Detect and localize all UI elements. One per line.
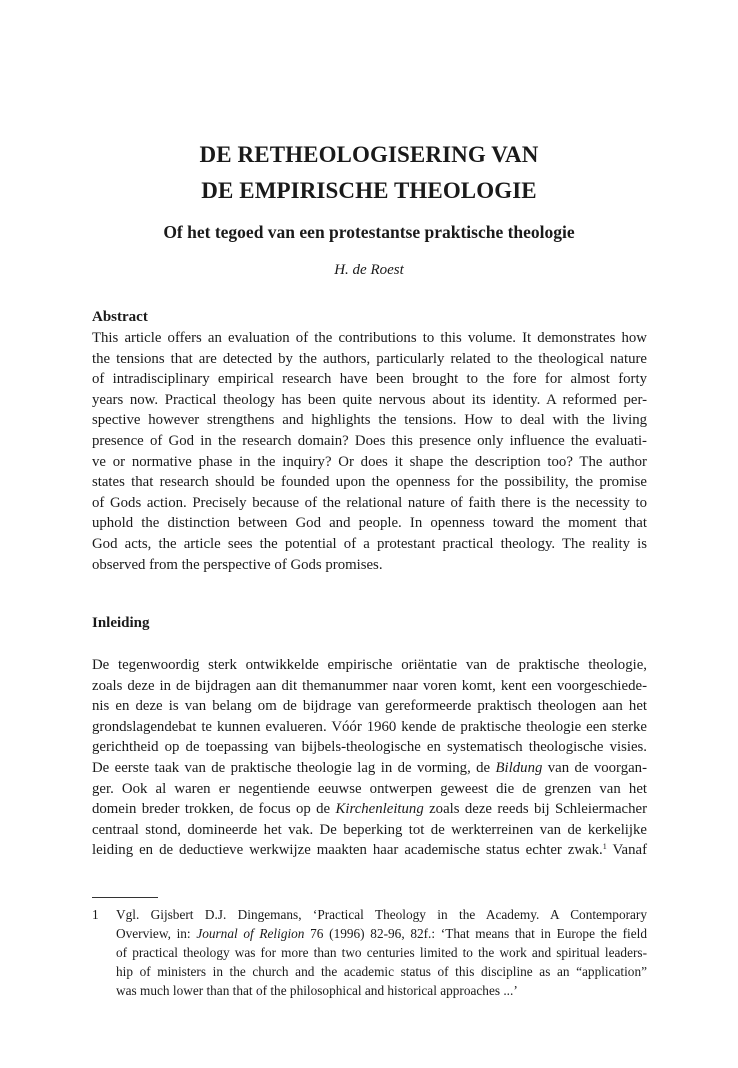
body-line: gerichtheid op de toepassing van bijbels-theologische en systematisch theologische visies.: [92, 739, 647, 756]
footnote-divider: [92, 897, 158, 898]
abstract-section: [92, 307, 647, 575]
footnote-number: 1: [92, 907, 99, 922]
footnote-text-run: 76 (1996) 82-96, 82f.: ‘That means that in Europe the field: [304, 926, 647, 941]
abstract-line: years now. Practical theology has been quite nervous about its identity. A reformed per-: [92, 391, 647, 408]
footnote-line: was much lower than that of the philosophical and historical approaches ...’: [116, 983, 518, 998]
abstract-line: states that research should be founded upon the openness for the possibility, the promise: [92, 474, 647, 491]
abstract-line: This article offers an evaluation of the contributions to this volume. It demonstrates how: [92, 330, 647, 346]
body-line: [92, 840, 647, 861]
abstract-line: observed from the perspective of Gods promises.: [92, 556, 383, 573]
body-line: grondslagendebat te kunnen evalueren. Vóór 1960 kende de praktische theologie een sterke: [92, 718, 647, 735]
abstract-line: of Gods action. Precisely because of the relational nature of faith there is the necessity to: [92, 494, 647, 511]
footnote-1: [92, 905, 647, 1000]
footnote-text-run: Overview, in:: [116, 926, 197, 941]
title-block: [0, 137, 738, 280]
article-subtitle: Of het tegoed van een protestantse praktische theologie: [163, 222, 575, 242]
journal-title: Journal of Religion: [196, 926, 305, 941]
body-text-run: zoals deze reeds bij Schleiermacher: [423, 801, 647, 818]
body-line: De tegenwoordig sterk ontwikkelde empirische oriëntatie van de praktische theologie,: [92, 657, 647, 673]
abstract-line: the tensions that are detected by the authors, particularly related to the theological nature: [92, 350, 647, 367]
section-heading-inleiding: Inleiding: [92, 615, 150, 631]
article-title-line-2: DE EMPIRISCHE THEOLOGIE: [201, 178, 537, 203]
body-text-run: Vanaf: [606, 842, 647, 859]
abstract-line: uphold the distinction between God and people. In openness toward the moment that: [92, 515, 647, 532]
footnote-line: [116, 924, 647, 943]
italic-term-bildung: Bildung: [495, 759, 543, 776]
body-text-run: De eerste taak van de praktische theologie lag in de vorming, de: [92, 759, 496, 776]
body-line: zoals deze in de bijdragen aan dit themanummer naar voren komt, kent een voorgeschiede-: [92, 677, 647, 694]
body-text-run: van de voorgan-: [542, 759, 647, 776]
footnote-line: of practical theology was for more than two centuries limited to the work and spiritual leaders-: [116, 945, 647, 960]
body-line: [92, 799, 647, 820]
abstract-line: God acts, the article sees the potential of a protestant practical theology. The reality is: [92, 535, 647, 552]
abstract-line: spective however strengthens and highlights the tensions. How to deal with the living: [92, 412, 647, 429]
body-line: nis en deze is van belang om de bijdrage van gereformeerde praktisch theologen aan het: [92, 698, 647, 715]
footnote-line: hip of ministers in the church and the academic status of this discipline as an “application”: [116, 964, 647, 979]
body-text-run: leiding en de deductieve werkwijze maakten haar academische status echter zwak.: [92, 842, 603, 859]
body-text-run: domein breder trokken, de focus op de: [92, 801, 336, 818]
italic-term-kirchenleitung: Kirchenleitung: [335, 801, 424, 818]
abstract-line: presence of God in the research domain? Does this presence only influence the evaluati-: [92, 432, 647, 449]
intro-body: [92, 655, 647, 861]
body-line: ger. Ook al waren er negentiende eeuwse ontwerpen geweest die de grenzen van het: [92, 780, 647, 797]
author-name: H. de Roest: [334, 262, 404, 278]
abstract-line: of intradisciplinary empirical research have been brought to the fore for almost forty: [92, 371, 647, 388]
article-title-line-1: DE RETHEOLOGISERING VAN: [199, 142, 539, 167]
footnote-reference[interactable]: 1: [602, 842, 607, 852]
abstract-line: ve or normative phase in the inquiry? Or does it shape the description too? The author: [92, 453, 647, 470]
abstract-heading: Abstract: [92, 309, 148, 325]
abstract-body: [92, 328, 647, 575]
footnote-text: [116, 905, 647, 1000]
body-line: centraal stond, domineerde het vak. De beperking tot de werkterreinen van de kerkelijke: [92, 821, 647, 838]
footnote-line: Vgl. Gijsbert D.J. Dingemans, ‘Practical Theology in the Academy. A Contemporary: [116, 907, 647, 922]
body-line: [92, 758, 647, 779]
